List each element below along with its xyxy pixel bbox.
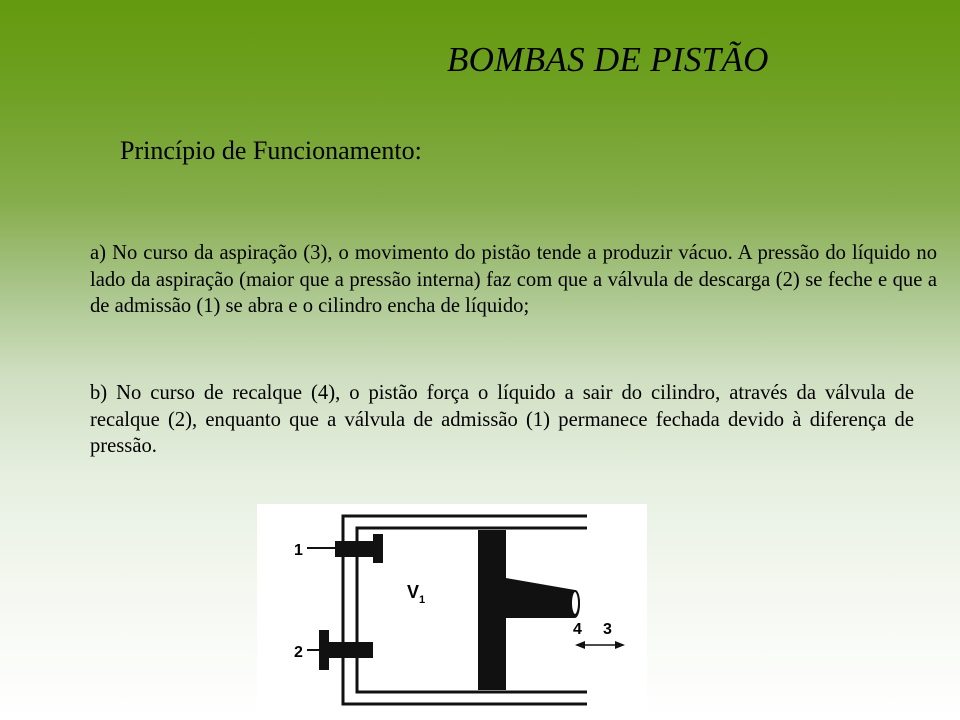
paragraph-b: b) No curso de recalque (4), o pistão força o líquido a sair do cilindro, através da válvula de recalque (2), enquanto que a válvula de admissão (1) permanece fechada devido à diferença de pressão. (90, 382, 914, 458)
valve-1-head (373, 534, 383, 563)
valve-2-body (323, 642, 373, 658)
piston-pump-diagram (257, 504, 647, 720)
piston-head (478, 530, 506, 690)
label-stroke-4: 4 (573, 621, 582, 638)
slide-title: BOMBAS DE PISTÃO (447, 40, 769, 79)
piston-rod (506, 578, 580, 618)
stroke-arrow-left-head (575, 641, 585, 649)
label-stroke-3: 3 (603, 621, 612, 638)
label-volume-v: V (407, 582, 420, 602)
label-volume (407, 582, 425, 606)
piston-rod-end (571, 591, 579, 615)
valve-2-head (319, 630, 329, 670)
piston-pump-svg (257, 504, 647, 720)
slide-subtitle: Princípio de Funcionamento: (120, 136, 422, 165)
valve-1-body (335, 541, 373, 557)
paragraph-a: a) No curso da aspiração (3), o movimento do pistão tende a produzir vácuo. A pressão do líquido no lado da aspiração (maior que a pressão interna) faz com que a válvula de descarga (2) se feche e que a de admissão (1) se abra e o cilindro encha de líquido; (90, 242, 937, 318)
label-valve-1: 1 (294, 542, 303, 559)
label-volume-sub: 1 (419, 594, 426, 606)
label-valve-2: 2 (294, 644, 303, 661)
stroke-arrow-right-head (615, 641, 625, 649)
